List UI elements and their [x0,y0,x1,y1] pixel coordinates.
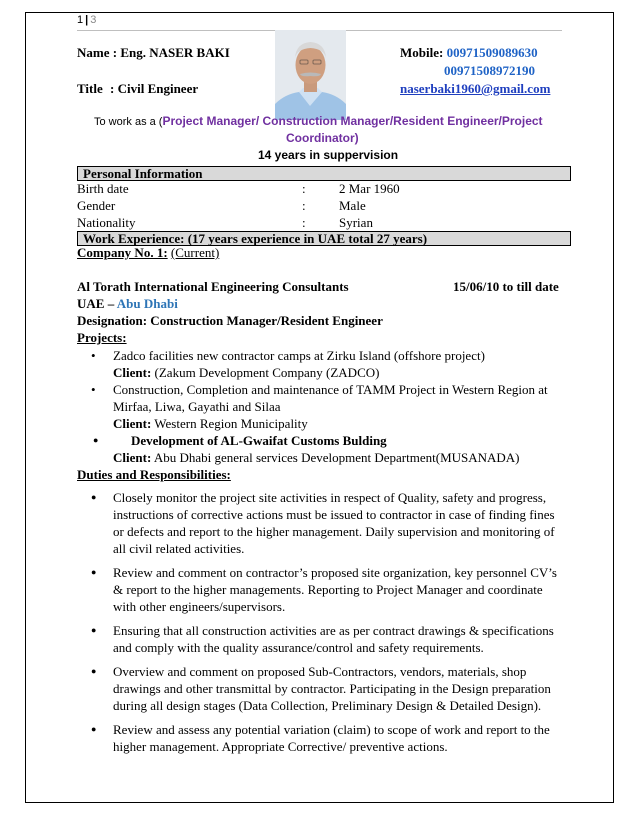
mobile-line [400,45,538,61]
gender-sep: : [302,198,306,213]
company-status: (Current) [170,245,220,260]
gender-label: Gender [77,198,116,213]
birth-date-label: Birth date [77,181,129,196]
birth-date-value: 2 Mar 1960 [339,181,400,196]
experience-summary: 14 years in suppervision [258,148,399,162]
client-label: Client: [113,450,152,465]
name-value: : Eng. NASER BAKI [112,45,230,60]
client-label: Client: [113,365,152,380]
location-dash: – [104,296,117,311]
personal-info-heading: Personal Information [77,166,571,181]
projects-heading: Projects: [77,330,127,345]
projects-list [88,347,566,466]
duty-item: ● Review and comment on contractor’s proposed site organization, key personnel CV’s & report to the higher managements. Reporting to Project Manager and coordinate with other engineers/supervisors. [88,564,562,615]
project-item [88,381,566,432]
nationality-value: Syrian [339,215,373,230]
phone-2: 00971508972190 [444,63,535,78]
duty-item: ● Closely monitor the project site activities in respect of Quality, safety and progress, instructions of corrective actions must be issued to contractor in case of finding fines or defects and report to the higher management. Daily supervision and monitoring of all civil related activities. [88,489,562,557]
location-line [77,296,178,312]
page-number [77,14,96,26]
phone-1: 00971509089630 [446,45,538,60]
title-value: : Civil Engineer [110,81,199,96]
page-total: 3 [90,14,97,26]
name-line [77,45,230,61]
page-current: 1 [77,14,84,26]
gender-value: Male [339,198,366,213]
company-line [77,245,219,261]
client-name: Abu Dhabi general services Development Department(MUSANADA) [151,450,520,465]
mobile-label: Mobile: [400,45,444,60]
email-link[interactable]: naserbaki1960@gmail.com [400,81,551,96]
profile-photo [275,30,346,120]
name-label: Name [77,45,110,60]
project-title: Zadco facilities new contractor camps at Zirku Island (offshore project) [113,348,485,363]
company-name: Al Torath International Engineering Consultants [77,279,349,294]
client-name: (Zakum Development Company (ZADCO) [151,365,380,380]
objective-prefix: To work as a ( [94,116,163,128]
company-label: Company No. 1: [77,245,168,260]
project-item [88,432,566,466]
birth-date-sep: : [302,181,306,196]
duty-item: ● Ensuring that all construction activities are as per contract drawings & specifications and comply with the quality assurance/control and safety requirements. [88,622,562,656]
work-experience-heading: Work Experience: (17 years experience in UAE total 27 years) [77,231,571,246]
location-city: Abu Dhabi [116,296,178,311]
nationality-label: Nationality [77,215,136,230]
portrait-image [275,30,346,120]
project-title: Construction, Completion and maintenance of TAMM Project in Western Region at [113,382,548,397]
nationality-sep: : [302,215,306,230]
duty-item: ● Overview and comment on proposed Sub-Contractors, vendors, materials, shop drawings and other transmittal by contractor. Participating in the Design preparation during all design stages (Data Collection, Preliminary Design & Detailed Design). [88,663,562,714]
designation: Designation: Construction Manager/Resident Engineer [77,313,383,328]
objective-roles: Project Manager/ Construction Manager/Resident Engineer/Project [162,114,543,128]
project-title-cont: Mirfaa, Liwa, Gayathi and Silaa [113,399,281,414]
duties-heading: Duties and Responsibilities: [77,467,231,482]
company-dates: 15/06/10 to till date [453,279,559,294]
client-name: Western Region Municipality [151,416,308,431]
page-separator: | [85,14,89,26]
project-item [88,347,566,381]
title-line [77,81,198,97]
project-title: Development of AL-Gwaifat Customs Bulding [131,433,387,448]
duties-list [88,489,562,762]
client-label: Client: [113,416,152,431]
objective-line-1 [94,114,543,128]
location-country: UAE [77,296,105,311]
duty-item: ● Review and assess any potential variation (claim) to scope of work and report to the higher management. Appropriate Corrective/ preventive actions. [88,721,562,755]
title-label: Title [77,81,103,96]
objective-roles-end: Coordinator) [286,131,359,145]
